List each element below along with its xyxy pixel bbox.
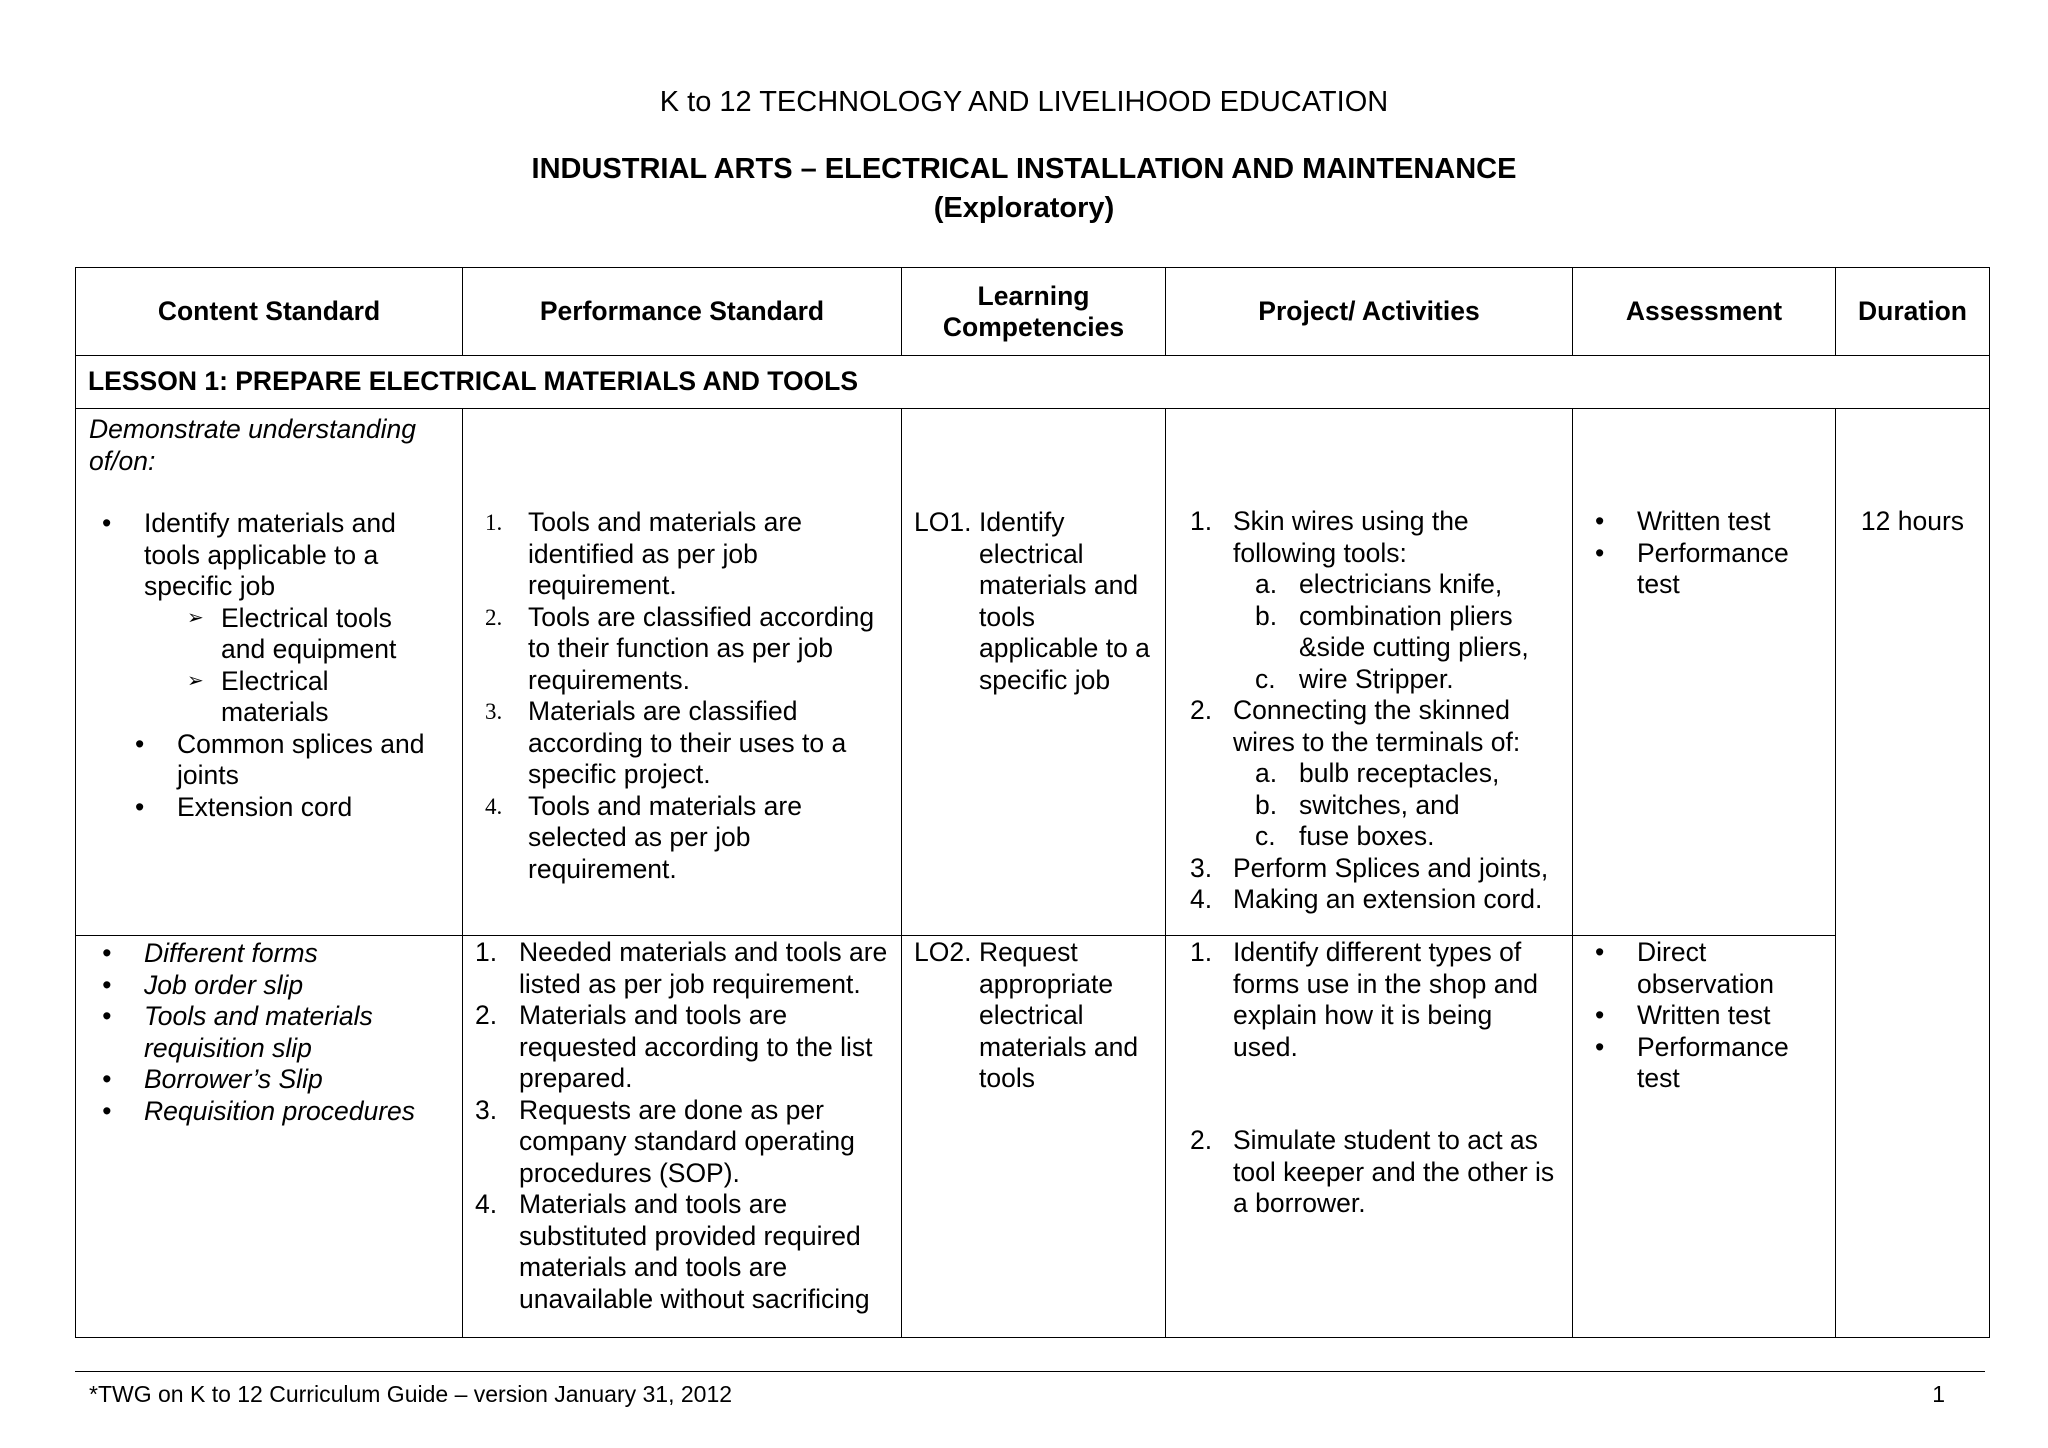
list-number: 4. — [485, 793, 503, 819]
list-letter: b. — [1255, 600, 1278, 631]
list-item — [1255, 758, 1562, 790]
footer-divider — [75, 1371, 1985, 1372]
list-item — [1255, 821, 1562, 853]
document-subtitle — [0, 150, 2048, 228]
learning-competency-cell — [902, 409, 1166, 936]
list-item — [1190, 506, 1562, 695]
assessment-cell — [1573, 936, 1836, 1338]
list-item — [177, 792, 442, 824]
page-number: 1 — [1932, 1381, 1945, 1407]
duration-value: 12 hours — [1860, 506, 1965, 536]
header-row — [76, 268, 1990, 356]
content-subitem-text: Electrical materials — [221, 665, 329, 727]
activity-subitem-text: fuse boxes. — [1299, 821, 1435, 851]
performance-standard-cell — [463, 936, 902, 1338]
assessment-text: Written test — [1637, 1000, 1771, 1030]
activity-subitem-text: bulb receptacles, — [1299, 758, 1500, 788]
list-item — [1637, 937, 1827, 1000]
list-number: 3. — [485, 699, 503, 724]
competency-text: Request appropriate electrical materials and tools — [979, 937, 1139, 1093]
list-item — [1637, 1000, 1827, 1032]
list-item — [1255, 569, 1562, 601]
curriculum-table — [75, 267, 1990, 1338]
list-item — [1255, 663, 1562, 696]
assessment-text: Written test — [1637, 506, 1771, 536]
col-header-project-activities: Project/ Activities — [1166, 268, 1573, 356]
table-row — [76, 409, 1990, 936]
list-letter: a. — [1255, 569, 1278, 599]
list-item — [1190, 695, 1562, 853]
list-item — [144, 970, 452, 1002]
list-item — [475, 937, 891, 1000]
list-letter: a. — [1255, 758, 1278, 788]
list-item — [221, 666, 442, 729]
performance-text: Materials are classified according to their uses to a specific project. — [528, 696, 847, 789]
list-item — [1190, 1125, 1562, 1220]
content-item-text: Requisition procedures — [144, 1095, 416, 1126]
list-item — [1637, 538, 1827, 601]
list-item — [475, 1000, 891, 1095]
list-number: 1. — [475, 937, 498, 967]
col-header-learning-competencies-text: Learning Competencies — [942, 280, 1125, 342]
performance-text: Needed materials and tools are listed as per job requirement. — [519, 937, 888, 999]
content-item-text: Different forms — [144, 938, 318, 968]
list-item — [475, 1189, 891, 1315]
list-number: 4. — [1190, 884, 1213, 914]
lesson-title: LESSON 1: PREPARE ELECTRICAL MATERIALS AND TOOLS — [76, 356, 1990, 409]
list-item — [1637, 1032, 1827, 1095]
list-item — [485, 790, 887, 886]
list-number: 2. — [475, 1000, 498, 1030]
col-header-assessment: Assessment — [1573, 268, 1836, 356]
list-letter: c. — [1255, 821, 1276, 851]
performance-standard-cell — [463, 409, 902, 936]
content-subitem-text: Electrical tools and equipment — [221, 602, 397, 664]
activity-subitem-text: switches, and — [1299, 789, 1460, 820]
document-title: K to 12 TECHNOLOGY AND LIVELIHOOD EDUCATION — [659, 86, 1389, 118]
list-item — [144, 508, 442, 729]
footer-text: *TWG on K to 12 Curriculum Guide – version January 31, 2012 — [89, 1381, 733, 1407]
performance-text: Tools and materials are identified as per job requirement. — [528, 507, 802, 600]
list-number: 2. — [485, 604, 503, 630]
performance-list — [485, 507, 887, 885]
activity-subitem-text: electricians knife, — [1299, 569, 1503, 599]
content-item-text: Common splices and joints — [177, 728, 425, 790]
activity-text: Skin wires using the following tools: — [1233, 506, 1469, 568]
content-item-text: Tools and materials requisition slip — [144, 1001, 373, 1063]
assessment-text: Performance test — [1637, 1031, 1789, 1093]
col-header-duration: Duration — [1836, 268, 1990, 356]
assessment-text: Direct observation — [1637, 937, 1775, 999]
list-number: 2. — [1190, 1125, 1213, 1155]
activity-text: Connecting the skinned wires to the terminals of: — [1233, 695, 1521, 757]
col-header-content-standard: Content Standard — [76, 268, 463, 356]
col-header-learning-competencies — [902, 268, 1166, 356]
assessment-text: Performance test — [1637, 537, 1789, 599]
content-item-text: Identify materials and tools applicable to a specific job — [144, 508, 396, 601]
content-intro: Demonstrate understanding of/on: — [89, 414, 417, 476]
list-number: 3. — [1190, 852, 1213, 883]
content-item-text: Extension cord — [177, 791, 353, 822]
subtitle-line-1: INDUSTRIAL ARTS – ELECTRICAL INSTALLATION AND MAINTENANCE — [531, 153, 1517, 185]
list-item — [1190, 937, 1562, 1063]
list-item — [475, 1094, 891, 1190]
subtitle-line-2: (Exploratory) — [933, 192, 1115, 224]
duration-cell — [1836, 409, 1990, 1338]
content-item-text: Job order slip — [144, 969, 304, 1000]
learning-competency-cell — [902, 936, 1166, 1338]
list-item — [485, 601, 887, 697]
list-item — [1190, 852, 1562, 885]
activity-text: Perform Splices and joints, — [1233, 852, 1549, 883]
performance-text: Tools and materials are selected as per job requirement. — [528, 790, 802, 884]
list-number: 1. — [485, 510, 503, 535]
performance-text: Requests are done as per company standard operating procedures (SOP). — [519, 1094, 855, 1188]
list-item — [144, 938, 452, 970]
competency-text: Identify electrical materials and tools applicable to a specific job — [979, 507, 1150, 695]
list-number: 4. — [475, 1189, 498, 1219]
list-item — [221, 603, 442, 666]
performance-text: Materials and tools are requested according to the list prepared. — [519, 1000, 873, 1093]
project-activities-cell — [1166, 409, 1573, 936]
col-header-performance-standard: Performance Standard — [463, 268, 902, 356]
activity-subitem-text: wire Stripper. — [1299, 663, 1454, 694]
list-item — [1255, 600, 1562, 664]
list-item — [144, 1001, 452, 1064]
list-number: 1. — [1190, 937, 1213, 967]
list-number: 2. — [1190, 695, 1213, 725]
list-item — [144, 1096, 452, 1128]
project-activities-cell — [1166, 936, 1573, 1338]
lesson-row — [76, 356, 1990, 409]
list-letter: c. — [1255, 663, 1276, 694]
assessment-cell — [1573, 409, 1836, 936]
activity-text: Identify different types of forms use in the shop and explain how it is being used. — [1233, 937, 1538, 1062]
performance-text: Materials and tools are substituted provided required materials and tools are unavailable without sacrificing — [519, 1189, 870, 1314]
list-item — [485, 696, 887, 791]
competency-code: LO1. — [914, 507, 972, 537]
list-item — [177, 729, 442, 792]
list-item — [485, 507, 887, 602]
activity-text: Simulate student to act as tool keeper and the other is a borrower. — [1233, 1125, 1555, 1218]
performance-text: Tools are classified according to their function as per job requirements. — [528, 601, 875, 695]
competency-code: LO2. — [914, 937, 972, 967]
list-item — [1637, 506, 1827, 538]
list-number: 3. — [475, 1094, 498, 1125]
activity-subitem-text: combination pliers &side cutting pliers, — [1299, 600, 1529, 662]
list-item — [1190, 884, 1562, 916]
list-letter: b. — [1255, 789, 1278, 820]
content-item-text: Borrower’s Slip — [144, 1064, 323, 1094]
activities-list — [1190, 506, 1562, 916]
list-item — [1255, 789, 1562, 822]
list-item — [144, 1064, 452, 1096]
content-standard-cell — [76, 409, 463, 936]
list-number: 1. — [1190, 506, 1213, 536]
activity-text: Making an extension cord. — [1233, 884, 1543, 914]
content-standard-cell — [76, 936, 463, 1338]
table-row — [76, 936, 1990, 1338]
